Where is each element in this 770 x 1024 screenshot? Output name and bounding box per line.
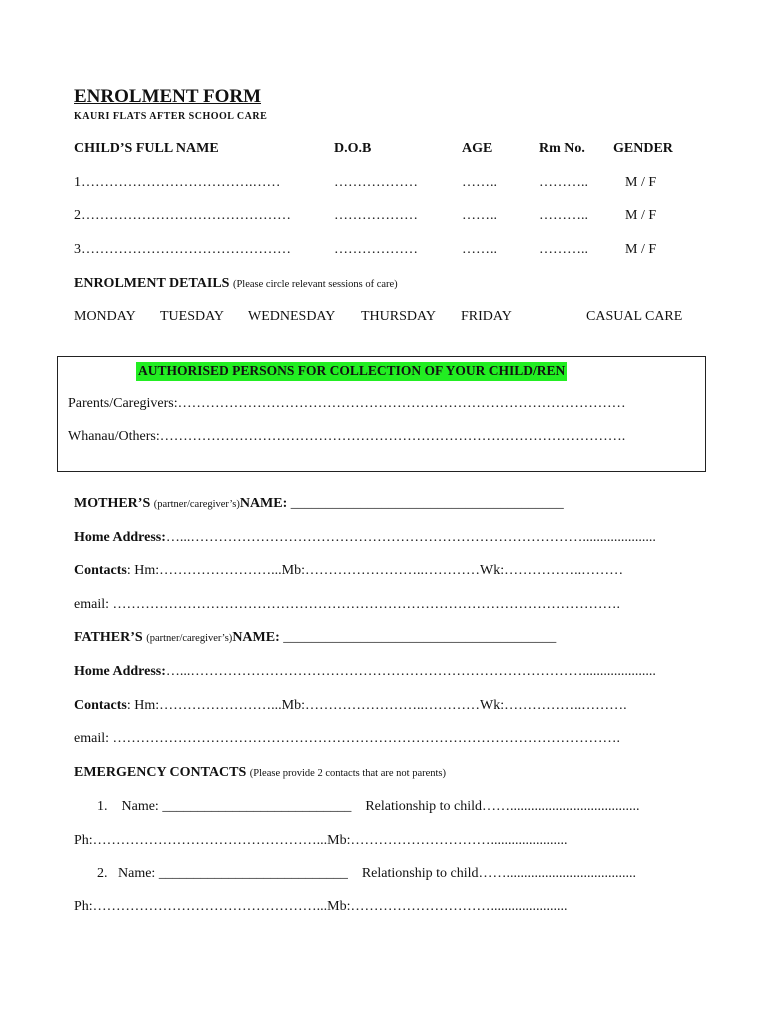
child-name-header: CHILD’S FULL NAME: [74, 141, 219, 156]
whanau-others-label: Whanau/Others:: [68, 429, 160, 444]
day-tuesday[interactable]: TUESDAY: [160, 309, 225, 324]
mother-address-field[interactable]: …...………………………………………………………………………….....................: [165, 530, 656, 545]
child-1-gender-field[interactable]: M / F: [625, 175, 657, 190]
parents-caregivers-label: Parents/Caregivers:: [68, 396, 178, 411]
child-3-rm-field[interactable]: ………..: [539, 242, 588, 257]
father-email-label: email:: [74, 731, 109, 746]
child-2-age-field[interactable]: ……..: [462, 208, 497, 223]
mother-email-field[interactable]: ……………………………………………………………………………………………….: [112, 597, 620, 612]
child-1-rm-field[interactable]: ………..: [539, 175, 588, 190]
emergency-contact-1-phone-field[interactable]: Ph:…………………………………………...Mb:…………………………......................: [74, 833, 568, 848]
father-contacts-label: Contacts: [74, 698, 127, 713]
father-name-label: NAME:: [232, 630, 280, 645]
father-address-field[interactable]: …...………………………………………………………………………….....................: [165, 664, 656, 679]
emergency-contact-2-phone-field[interactable]: Ph:…………………………………………...Mb:…………………………......................: [74, 899, 568, 914]
emergency-contact-2-relationship-field[interactable]: …….....................................: [478, 866, 636, 881]
child-1-dob-field[interactable]: ………………: [334, 175, 418, 190]
enrolment-details-heading: [74, 277, 398, 291]
emergency-contact-1-name-label: Name:: [121, 799, 159, 814]
mother-name-row: [74, 497, 564, 511]
gender-header: GENDER: [613, 141, 673, 156]
mother-heading-note: (partner/caregiver’s): [153, 499, 240, 510]
mother-contacts-row: [74, 564, 623, 578]
day-monday[interactable]: MONDAY: [74, 309, 136, 324]
form-title: ENROLMENT FORM: [74, 86, 262, 107]
mother-heading: MOTHER’S: [74, 496, 151, 511]
emergency-contacts-note: (Please provide 2 contacts that are not parents): [249, 768, 447, 779]
father-name-field[interactable]: _______________________________________: [283, 630, 557, 645]
father-heading-note: (partner/caregiver’s): [146, 633, 233, 644]
father-heading: FATHER’S: [74, 630, 143, 645]
child-2-rm-field[interactable]: ………..: [539, 208, 588, 223]
mother-name-label: NAME:: [239, 496, 288, 511]
casual-care-option[interactable]: CASUAL CARE: [586, 309, 683, 324]
mother-address-label: Home Address:: [74, 530, 166, 545]
mother-email-row: [74, 598, 620, 612]
emergency-contact-2-name-field[interactable]: ___________________________: [158, 866, 348, 881]
day-friday[interactable]: FRIDAY: [461, 309, 512, 324]
child-2-gender-field[interactable]: M / F: [625, 208, 657, 223]
emergency-contacts-title: EMERGENCY CONTACTS: [74, 765, 247, 780]
emergency-contact-1-relationship-label: Relationship to child: [365, 799, 482, 814]
child-3-gender-field[interactable]: M / F: [625, 242, 657, 257]
mother-email-label: email:: [74, 597, 109, 612]
whanau-others-field[interactable]: ……………………………………………………………………………………….: [159, 429, 626, 444]
father-name-row: [74, 631, 556, 645]
emergency-contacts-heading: [74, 766, 446, 780]
emergency-contact-2-name-label: Name:: [118, 866, 156, 881]
emergency-contact-1-row: [97, 800, 639, 814]
parents-caregivers-field[interactable]: ……………………………………………………………………………………: [177, 396, 626, 411]
child-3-dob-field[interactable]: ………………: [334, 242, 418, 257]
emergency-contact-1-number: 1.: [97, 799, 108, 814]
enrolment-details-note: (Please circle relevant sessions of care): [232, 279, 398, 290]
day-wednesday[interactable]: WEDNESDAY: [248, 309, 336, 324]
father-contacts-row: [74, 699, 627, 713]
father-email-field[interactable]: ……………………………………………………………………………………………….: [112, 731, 620, 746]
rm-header: Rm No.: [539, 141, 585, 156]
child-2-name-field[interactable]: 2………………………………………: [74, 208, 291, 223]
emergency-contact-2-row: [97, 867, 636, 881]
father-address-row: [74, 665, 656, 679]
mother-address-row: [74, 531, 656, 545]
whanau-others-row: [68, 430, 625, 444]
father-address-label: Home Address:: [74, 664, 166, 679]
child-3-name-field[interactable]: 3………………………………………: [74, 242, 291, 257]
emergency-contact-2-number: 2.: [97, 866, 108, 881]
day-thursday[interactable]: THURSDAY: [361, 309, 436, 324]
age-header: AGE: [462, 141, 493, 156]
child-1-name-field[interactable]: 1……………………………….……: [74, 175, 281, 190]
form-subtitle: KAURI FLATS AFTER SCHOOL CARE: [74, 111, 268, 122]
child-2-dob-field[interactable]: ………………: [334, 208, 418, 223]
mother-contacts-label: Contacts: [74, 563, 127, 578]
mother-contacts-field[interactable]: : Hm:……………………...Mb:……………………..…………Wk:……………..………: [126, 563, 624, 578]
enrolment-details-title: ENROLMENT DETAILS: [74, 276, 230, 291]
emergency-contact-1-relationship-field[interactable]: …….....................................: [481, 799, 640, 814]
mother-name-field[interactable]: _______________________________________: [290, 496, 564, 511]
father-email-row: [74, 732, 620, 746]
authorised-persons-title: AUTHORISED PERSONS FOR COLLECTION OF YOUR CHILD/REN: [136, 362, 567, 381]
dob-header: D.O.B: [334, 141, 372, 156]
emergency-contact-1-name-field[interactable]: ___________________________: [162, 799, 352, 814]
child-1-age-field[interactable]: ……..: [462, 175, 497, 190]
emergency-contact-2-relationship-label: Relationship to child: [361, 866, 479, 881]
child-3-age-field[interactable]: ……..: [462, 242, 497, 257]
parents-caregivers-row: [68, 397, 626, 411]
father-contacts-field[interactable]: : Hm:……………………...Mb:……………………..…………Wk:……………..……….: [126, 698, 627, 713]
